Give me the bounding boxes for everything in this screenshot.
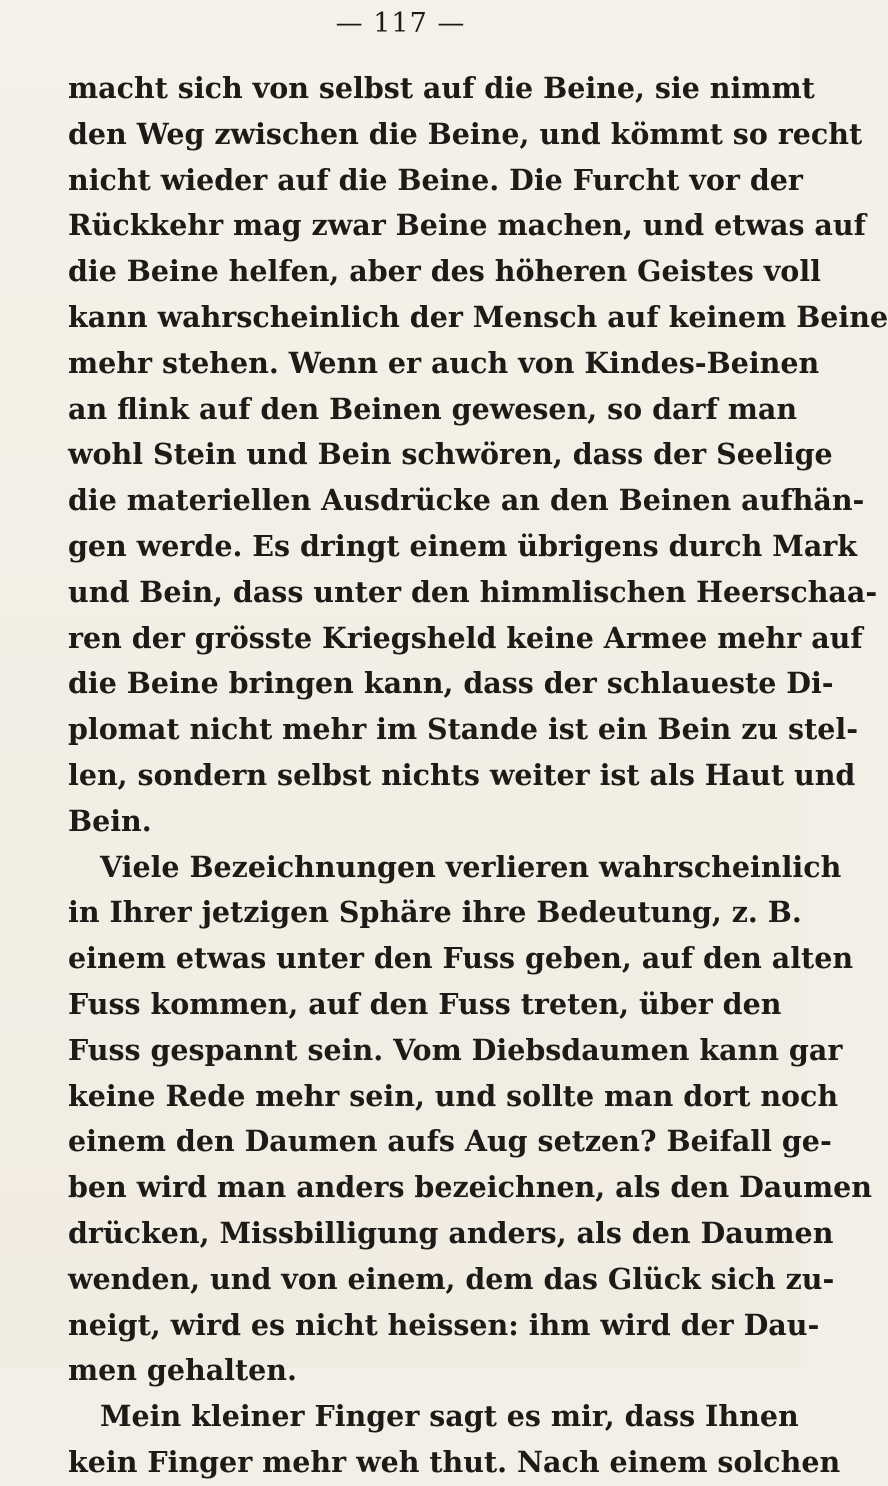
text-line: kann wahrscheinlich der Mensch auf keinem Beine	[68, 299, 888, 334]
text-line: ren der grösste Kriegsheld keine Armee mehr auf	[68, 620, 863, 655]
text-line: gen werde. Es dringt einem übrigens durch Mark	[68, 528, 858, 563]
text-line: nicht wieder auf die Beine. Die Furcht vor der	[68, 162, 803, 197]
text-line: wenden, und von einem, dem das Glück sich zu-	[68, 1261, 835, 1296]
text-line: Viele Bezeichnungen verlieren wahrscheinlich	[100, 849, 842, 884]
text-line: an flink auf den Beinen gewesen, so darf man	[68, 391, 798, 426]
text-line: neigt, wird es nicht heissen: ihm wird der Dau-	[68, 1307, 820, 1342]
text-line: wohl Stein und Bein schwören, dass der Seelige	[68, 437, 833, 472]
text-line: drücken, Missbilligung anders, als den Daumen	[68, 1215, 834, 1250]
text-line: men gehalten.	[68, 1353, 297, 1388]
page-number: — 117 —	[335, 8, 466, 39]
body-text	[68, 66, 888, 1486]
text-line: und Bein, dass unter den himmlischen Heerschaa-	[68, 574, 878, 609]
text-line: macht sich von selbst auf die Beine, sie nimmt	[68, 71, 815, 105]
text-line: einem den Daumen aufs Aug setzen? Beifall ge-	[68, 1124, 832, 1159]
text-line: in Ihrer jetzigen Sphäre ihre Bedeutung, z. B.	[68, 895, 802, 930]
text-line: Fuss kommen, auf den Fuss treten, über den	[68, 986, 782, 1021]
text-line: Fuss gespannt sein. Vom Diebsdaumen kann gar	[68, 1032, 843, 1067]
text-line: Rückkehr mag zwar Beine machen, und etwas auf	[68, 208, 866, 243]
text-line: die Beine bringen kann, dass der schlaueste Di-	[68, 666, 834, 701]
text-line: den Weg zwischen die Beine, und kömmt so recht	[68, 116, 863, 151]
text-line: einem etwas unter den Fuss geben, auf den alten	[68, 941, 854, 976]
text-line: kein Finger mehr weh thut. Nach einem solchen	[68, 1444, 841, 1479]
text-line: len, sondern selbst nichts weiter ist als Haut und	[68, 757, 856, 792]
text-line: Bein.	[68, 803, 152, 838]
text-line: die Beine helfen, aber des höheren Geistes voll	[68, 254, 821, 289]
text-line: die materiellen Ausdrücke an den Beinen aufhän-	[68, 483, 865, 518]
text-line: mehr stehen. Wenn er auch von Kindes-Beinen	[68, 345, 820, 380]
text-line: Mein kleiner Finger sagt es mir, dass Ihnen	[100, 1399, 799, 1434]
text-line: ben wird man anders bezeichnen, als den Daumen	[68, 1170, 872, 1205]
text-line: keine Rede mehr sein, und sollte man dort noch	[68, 1078, 839, 1113]
text-line: plomat nicht mehr im Stande ist ein Bein zu stel-	[68, 712, 859, 747]
